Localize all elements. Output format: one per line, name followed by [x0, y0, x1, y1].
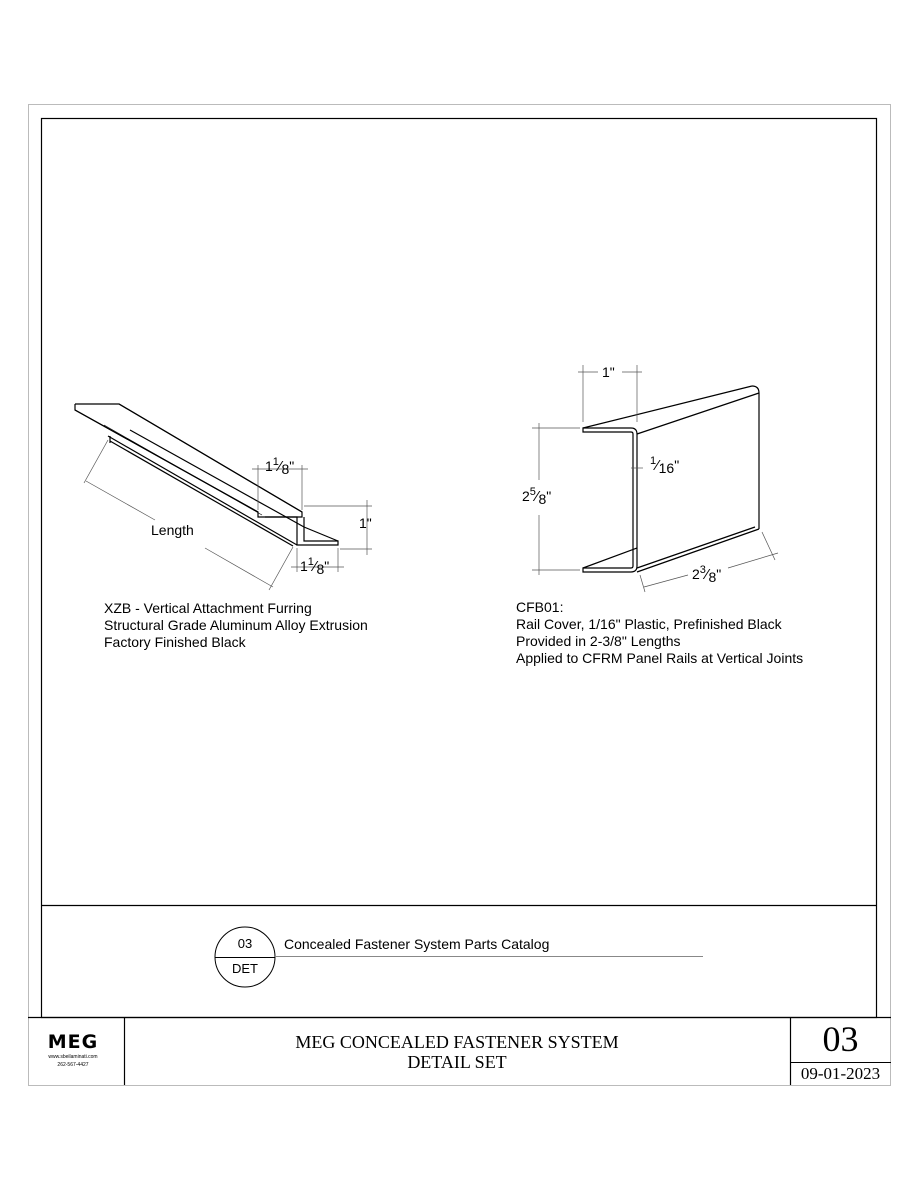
cfb01-notes — [516, 599, 803, 667]
sheet-date: 09-01-2023 — [800, 1064, 881, 1083]
cfb01-flange-dim: 1" — [602, 364, 615, 380]
xzb-top-width-dim: $1^1⁄_8$" — [265, 456, 295, 477]
detail-sheet: DET — [232, 961, 258, 976]
note-line: Structural Grade Aluminum Alloy Extrusion — [104, 617, 368, 633]
sheet-title-line1: MEG CONCEALED FASTENER SYSTEM — [295, 1032, 619, 1052]
cfb01-rail-cover-drawing — [583, 386, 759, 572]
xzb-height-dim: 1" — [359, 515, 372, 531]
cfb01-thickness-dim: $^1⁄_{16}$" — [650, 455, 680, 476]
logo-website: www.sbeilaminati.com — [48, 1054, 98, 1060]
logo-mark: MEG — [47, 1031, 99, 1053]
drawing-frame — [42, 119, 877, 1018]
note-line: Applied to CFRM Panel Rails at Vertical Joints — [516, 650, 804, 666]
note-line: Provided in 2-3/8" Lengths — [516, 633, 681, 649]
detail-number: 03 — [237, 936, 253, 951]
cfb01-height-dim: $2^5⁄_8$" — [522, 486, 552, 507]
sheet-title — [124, 1032, 790, 1072]
note-line: XZB - Vertical Attachment Furring — [104, 600, 312, 616]
logo-phone: 262-567-4427 — [57, 1062, 89, 1068]
sheet-number: 03 — [822, 1019, 859, 1059]
note-line: Factory Finished Black — [104, 634, 246, 650]
company-logo — [36, 1031, 110, 1069]
note-line: Rail Cover, 1/16" Plastic, Prefinished Black — [516, 616, 782, 632]
xzb-bottom-width-dim: $1^1⁄_8$" — [300, 556, 330, 577]
xzb-furring-drawing — [75, 404, 338, 546]
xzb-notes — [104, 600, 368, 651]
detail-title: Concealed Fastener System Parts Catalog — [284, 936, 550, 952]
note-line: CFB01: — [516, 599, 564, 615]
sheet-title-line2: DETAIL SET — [407, 1052, 507, 1072]
cfb01-length-dim: $2^3⁄_8$" — [692, 564, 722, 585]
xzb-length-dim: Length — [151, 522, 194, 538]
